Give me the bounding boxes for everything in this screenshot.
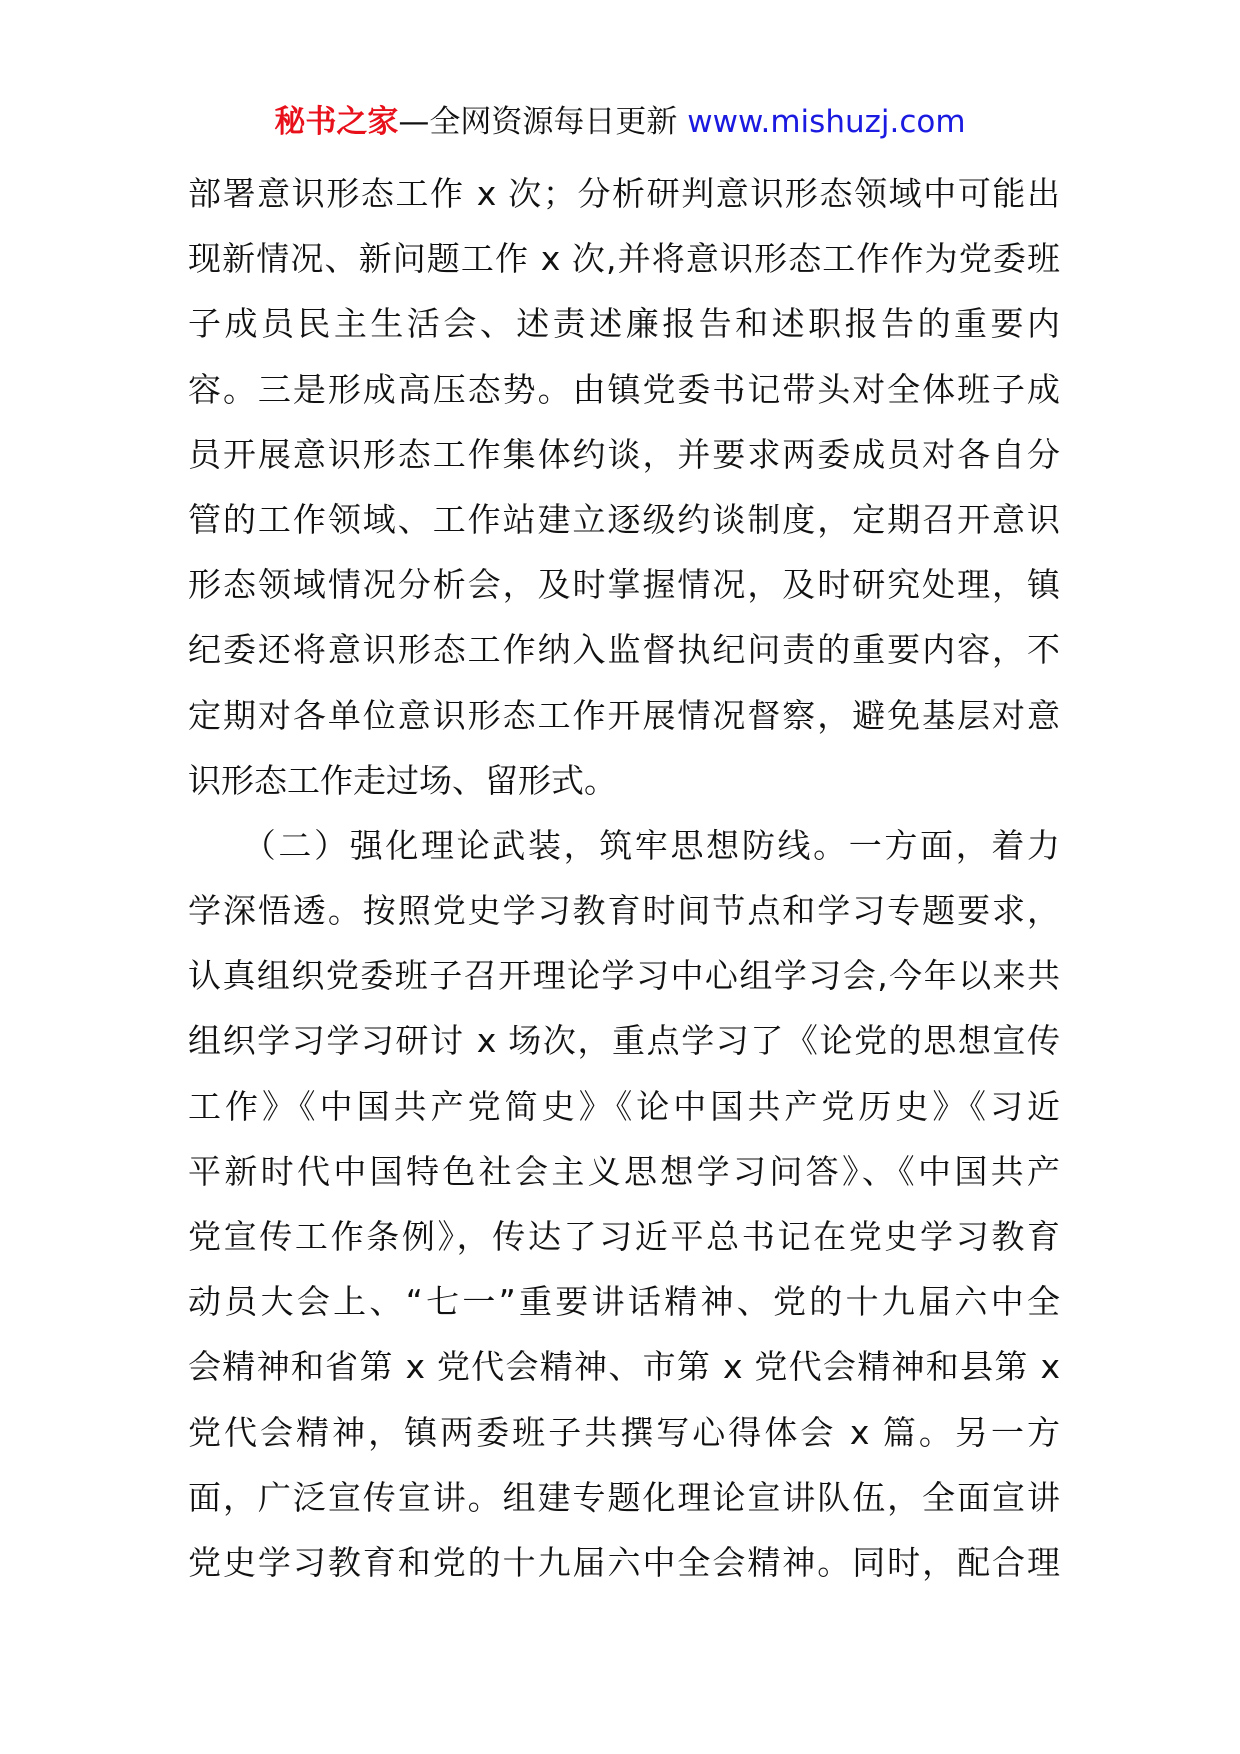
text-line: 员开展意识形态工作集体约谈，并要求两委成员对各自分 bbox=[188, 434, 1060, 474]
text-line: 党代会精神，镇两委班子共撰写心得体会 x 篇。另一方 bbox=[188, 1412, 1060, 1452]
text-line: 动员大会上、“七一”重要讲话精神、党的十九届六中全 bbox=[188, 1282, 1060, 1322]
text-line: 学深悟透。按照党史学习教育时间节点和学习专题要求， bbox=[188, 891, 1060, 931]
website-link[interactable]: www.mishuzj.com bbox=[687, 104, 966, 140]
header-tagline: —全网资源每日更新 bbox=[398, 104, 688, 140]
text-line: 认真组织党委班子召开理论学习中心组学习会,今年以来共 bbox=[188, 956, 1060, 996]
text-line: 定期对各单位意识形态工作开展情况督察，避免基层对意 bbox=[188, 695, 1060, 735]
text-line: 子成员民主生活会、述责述廉报告和述职报告的重要内 bbox=[188, 304, 1060, 344]
text-line: 管的工作领域、工作站建立逐级约谈制度，定期召开意识 bbox=[188, 499, 1060, 539]
text-line: 面，广泛宣传宣讲。组建专题化理论宣讲队伍，全面宣讲 bbox=[188, 1477, 1060, 1517]
text-line: 纪委还将意识形态工作纳入监督执纪问责的重要内容，不 bbox=[188, 630, 1060, 670]
text-line: 平新时代中国特色社会主义思想学习问答》、《中国共产 bbox=[188, 1151, 1060, 1191]
text-line: 容。三是形成高压态势。由镇党委书记带头对全体班子成 bbox=[188, 369, 1060, 409]
text-line: 党史学习教育和党的十九届六中全会精神。同时，配合理 bbox=[188, 1542, 1060, 1582]
brand-name: 秘书之家 bbox=[274, 104, 399, 140]
text-line: 会精神和省第 x 党代会精神、市第 x 党代会精神和县第 x bbox=[188, 1347, 1060, 1387]
page-header bbox=[0, 100, 1240, 144]
paragraph-end-line: 识形态工作走过场、留形式。 bbox=[188, 760, 617, 800]
document-body bbox=[188, 161, 1060, 1595]
text-line: 党宣传工作条例》，传达了习近平总书记在党史学习教育 bbox=[188, 1217, 1060, 1256]
text-line: 组织学习学习研讨 x 场次，重点学习了《论党的思想宣传 bbox=[188, 1021, 1060, 1061]
section-heading-line: （二）强化理论武装，筑牢思想防线。一方面，着力 bbox=[188, 825, 1060, 865]
text-line: 形态领域情况分析会，及时掌握情况，及时研究处理，镇 bbox=[188, 565, 1060, 605]
text-line: 现新情况、新问题工作 x 次,并将意识形态工作作为党委班 bbox=[188, 239, 1060, 279]
text-line: 部署意识形态工作 x 次；分析研判意识形态领域中可能出 bbox=[188, 174, 1060, 213]
text-line: 工作》《中国共产党简史》《论中国共产党历史》《习近 bbox=[188, 1086, 1060, 1126]
